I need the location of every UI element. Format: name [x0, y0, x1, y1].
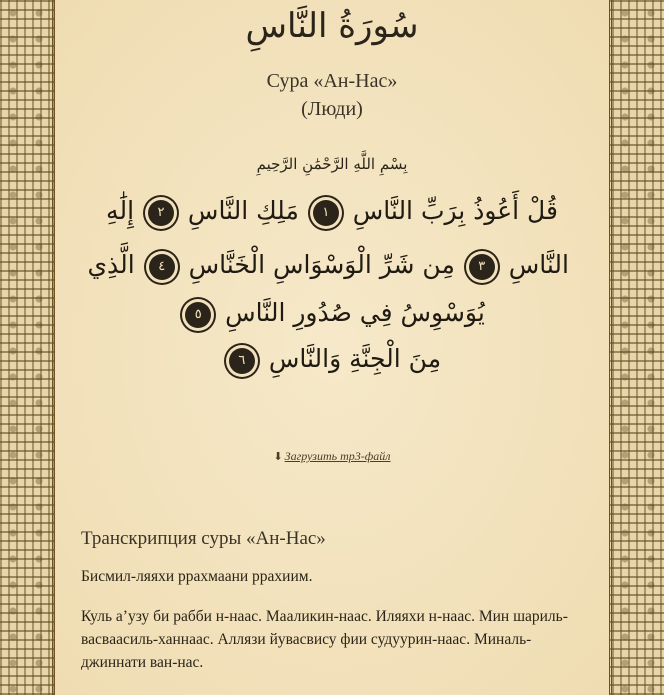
ayah-text: إِلَٰهِ: [106, 196, 135, 225]
transcription-heading: Транскрипция суры «Ан-Нас»: [81, 528, 326, 549]
surah-title-arabic: سُورَةُ النَّاسِ: [245, 6, 419, 46]
ayah-text: الَّذِي: [87, 250, 135, 279]
ayah-text: النَّاسِ: [508, 250, 569, 279]
ayah-line-4: [95, 344, 569, 374]
ayah-number-badge: ٦: [229, 348, 255, 374]
manuscript-panel: [55, 0, 609, 695]
ornamental-border-left: [0, 0, 55, 695]
ayah-line-1: [95, 196, 569, 226]
download-arrow-icon: ⬇: [273, 451, 283, 463]
download-label[interactable]: Загрузить mp3-файл: [284, 449, 391, 463]
surah-title: Сура «Ан-Нас»: [266, 70, 398, 92]
surah-subtitle: (Люди): [301, 98, 363, 120]
ayah-number-badge: ٤: [149, 254, 175, 280]
ayah-text: يُوَسْوِسُ فِي صُدُورِ النَّاسِ: [225, 298, 485, 327]
transcription-text: Куль а’узу би рабби н-наас. Мааликин-наас. Иляяхи н-наас. Мин шариль-васвaасиль-ханнаас. Аллязи йувасвису фии судуурин-наас. Миналь-джиннати ван-нас.: [81, 608, 568, 671]
ayah-number-badge: ٢: [148, 200, 174, 226]
ayah-text: مَلِكِ النَّاسِ: [187, 196, 299, 225]
ayah-text: مِن شَرِّ الْوَسْوَاسِ الْخَنَّاسِ: [188, 250, 455, 279]
download-link[interactable]: [55, 449, 609, 464]
ayah-number-badge: ٣: [469, 254, 495, 280]
ayah-number-badge: ١: [313, 200, 339, 226]
ayah-text: قُلْ أَعُوذُ بِرَبِّ النَّاسِ: [352, 196, 558, 225]
basmala-arabic: بِسْمِ اللَّهِ الرَّحْمَٰنِ الرَّحِيمِ: [256, 155, 408, 173]
ayah-number-badge: ٥: [185, 302, 211, 328]
ayah-line-2: [87, 250, 569, 280]
ayah-text: مِنَ الْجِنَّةِ وَالنَّاسِ: [268, 344, 442, 373]
ornamental-border-right: [609, 0, 664, 695]
ayah-line-3: [95, 298, 569, 328]
transcription-basmala: Бисмил-ляяхи ррахмаани ррахиим.: [81, 568, 313, 585]
